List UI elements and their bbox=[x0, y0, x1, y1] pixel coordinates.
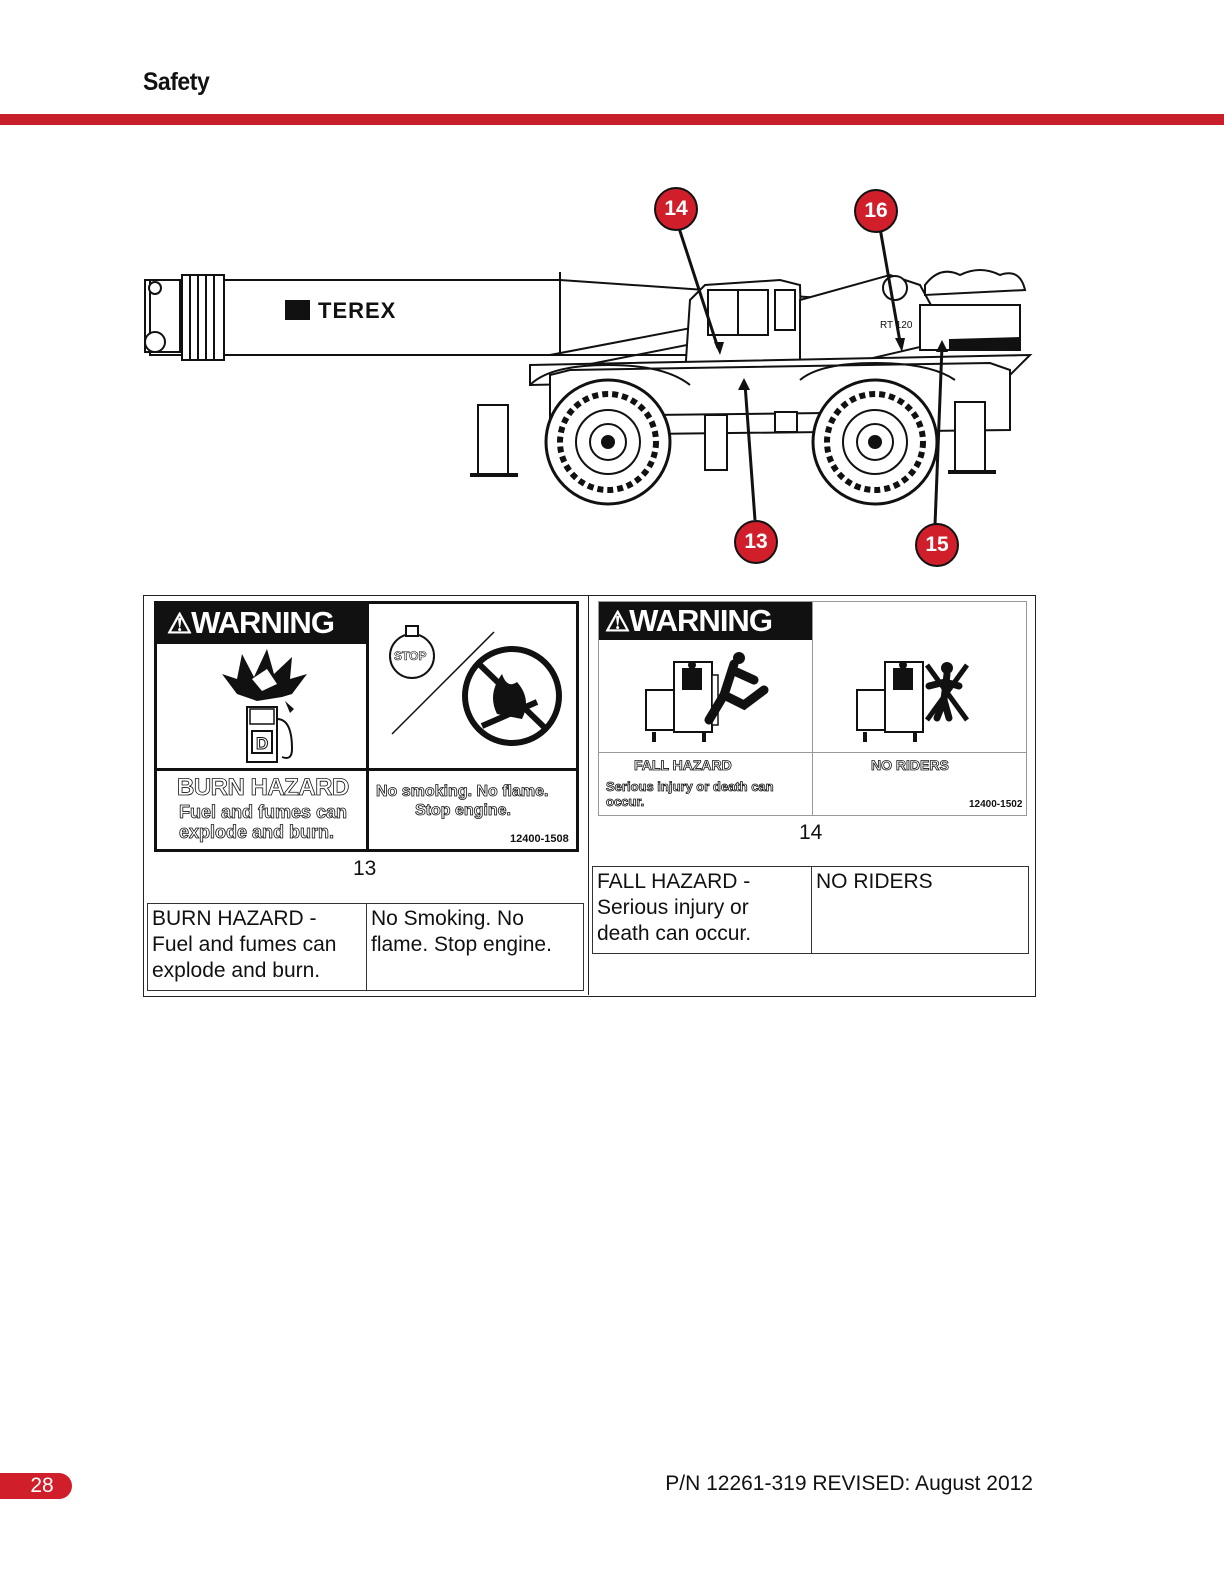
no-smoking-text-2: Stop engine. bbox=[415, 802, 511, 819]
crane-model-label: RT 120 bbox=[880, 320, 913, 331]
caption-13: 13 bbox=[353, 857, 377, 880]
decal-13-text-table bbox=[147, 903, 584, 991]
header-rule bbox=[0, 114, 1224, 125]
burn-hazard-text-1: Fuel and fumes can bbox=[179, 802, 348, 822]
table-13-left: BURN HAZARD - Fuel and fumes can explode and burn. bbox=[148, 904, 367, 991]
table-14-left: FALL HAZARD - Serious injury or death can occur. bbox=[593, 867, 812, 954]
caption-14: 14 bbox=[799, 821, 823, 844]
page-number-badge: 28 bbox=[0, 1473, 72, 1499]
decal-14 bbox=[598, 601, 1027, 816]
fall-hazard-text-2: occur. bbox=[606, 794, 645, 809]
section-title: Safety bbox=[143, 68, 210, 96]
callout-13: 13 bbox=[734, 520, 778, 564]
callout-15: 15 bbox=[915, 523, 959, 567]
no-riders-icon bbox=[849, 650, 979, 745]
part-number-14: 12400-1502 bbox=[969, 799, 1023, 810]
decal-panel-divider bbox=[588, 595, 589, 995]
fall-hazard-title: FALL HAZARD bbox=[634, 757, 732, 773]
callout-16: 16 bbox=[854, 189, 898, 233]
crane-illustration bbox=[130, 180, 1050, 580]
decal-13 bbox=[154, 601, 579, 852]
burn-hazard-title: BURN HAZARD bbox=[177, 774, 349, 801]
explosion-pump-icon bbox=[212, 649, 322, 764]
fall-hazard-text-1: Serious injury or death can bbox=[606, 779, 774, 794]
part-revision-text: P/N 12261-319 REVISED: August 2012 bbox=[665, 1472, 1033, 1495]
warning-header-14: ⚠WARNING bbox=[599, 602, 812, 640]
warning-header-13: ⚠WARNING bbox=[157, 604, 366, 644]
table-13-right: No Smoking. No flame. Stop engine. bbox=[367, 904, 584, 991]
no-smoking-text-1: No smoking. No flame. bbox=[376, 783, 549, 800]
part-number-13: 12400-1508 bbox=[510, 833, 569, 845]
no-riders-title: NO RIDERS bbox=[871, 757, 949, 773]
warning-triangle-icon: ⚠ bbox=[167, 608, 192, 639]
stop-label: STOP bbox=[394, 649, 427, 663]
fall-hazard-icon bbox=[634, 650, 784, 745]
burn-hazard-text-2: explode and burn. bbox=[179, 822, 335, 842]
crane-brand-label: TEREX bbox=[318, 298, 397, 323]
decal-14-text-table bbox=[592, 866, 1029, 954]
callout-14: 14 bbox=[654, 187, 698, 231]
table-14-right: NO RIDERS bbox=[812, 867, 1029, 954]
no-smoking-icon bbox=[372, 614, 572, 764]
pump-letter: D bbox=[256, 734, 269, 753]
warning-triangle-icon: ⚠ bbox=[605, 606, 630, 637]
